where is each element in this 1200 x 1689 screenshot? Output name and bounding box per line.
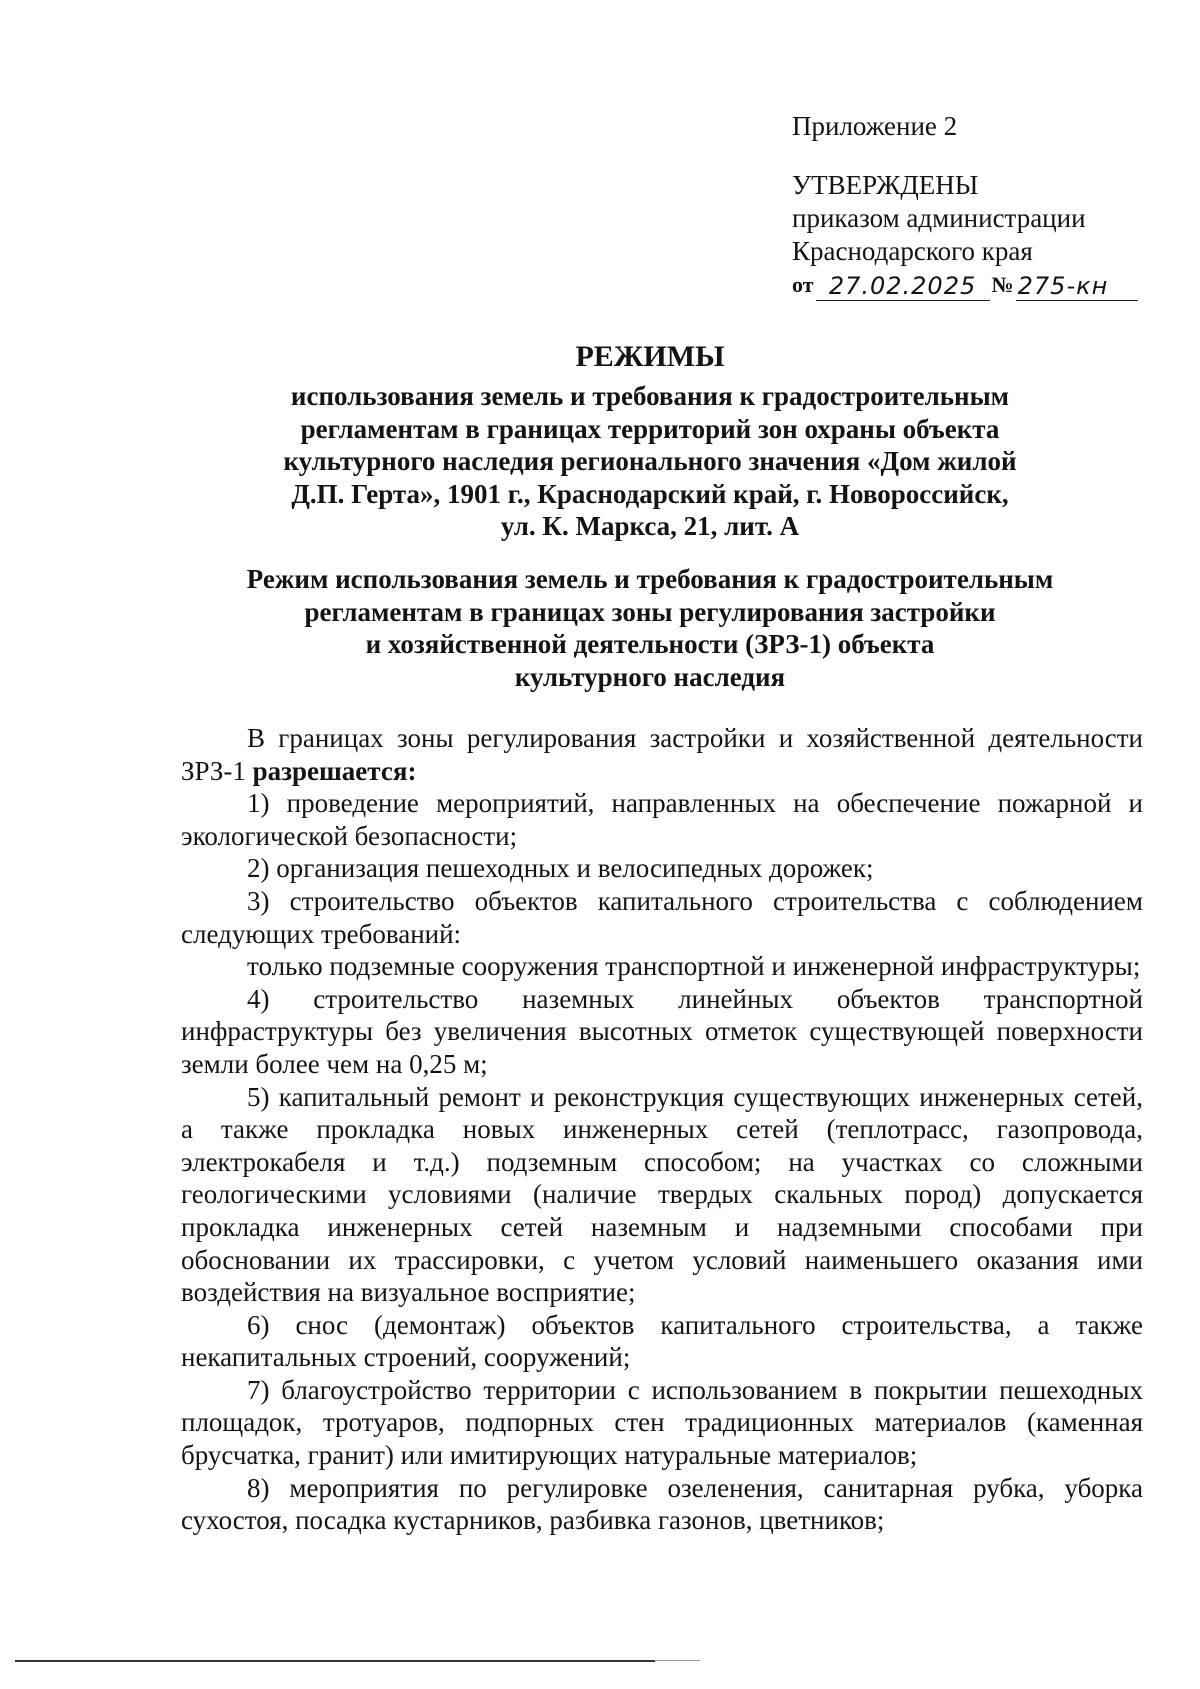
- approved-label: УТВЕРЖДЕНЫ: [792, 170, 979, 200]
- list-item: 4) строительство наземных линейных объектов транспортной инфраструктуры без увеличения высотных отметок существующей поверхности земли более чем на 0,25 м;: [181, 983, 1143, 1079]
- approval-line-1: приказом администрации: [792, 203, 1086, 233]
- appendix-label: Приложение 2: [792, 111, 958, 141]
- list-item: 8) мероприятия по регулировке озеленения, санитарная рубка, уборка сухостоя, посадка кустарников, разбивка газонов, цветников;: [181, 1472, 1143, 1536]
- document-subtitle: [150, 380, 1150, 543]
- list-item: 7) благоустройство территории с использованием в покрытии пешеходных площадок, тротуаров, подпорных стен традиционных материалов (каменная брусчатка, гранит) или имитирующих натуральные материалов;: [181, 1374, 1143, 1471]
- from-label: от: [792, 272, 814, 297]
- title-main: РЕЖИМЫ: [575, 340, 725, 373]
- section-heading: [150, 563, 1150, 693]
- number-label: №: [991, 272, 1014, 297]
- list-item: только подземные сооружения транспортной и инженерной инфраструктуры;: [247, 951, 1141, 982]
- intro-paragraph: [181, 722, 1143, 787]
- subtitle-line: регламентам в границах территорий зон охраны объекта: [300, 413, 1000, 444]
- subtitle-line: Д.П. Герта», 1901 г., Краснодарский край, г. Новороссийск,: [291, 478, 1009, 509]
- section-line: и хозяйственной деятельности (ЗРЗ-1) объекта: [365, 629, 935, 659]
- intro-text: В границах зоны регулирования застройки и хозяйственной деятельности ЗРЗ-1: [181, 723, 1143, 786]
- list-item: 6) снос (демонтаж) объектов капитального строительства, а также некапитальных строений, сооружений;: [181, 1309, 1143, 1373]
- document-title: [150, 338, 1150, 376]
- body-text: [181, 722, 1143, 1537]
- subtitle-line: ул. К. Маркса, 21, лит. А: [500, 511, 800, 541]
- section-line: регламентам в границах зоны регулирования застройки: [304, 596, 996, 627]
- section-line: Режим использования земель и требования к градостроительным: [246, 564, 1054, 594]
- subtitle-line: использования земель и требования к градостроительным: [290, 381, 1010, 411]
- order-date: 27.02.2025: [816, 272, 990, 301]
- order-number: 275-кн: [1016, 272, 1138, 301]
- footer-rule: [15, 1660, 655, 1662]
- section-line: культурного наследия: [514, 661, 786, 692]
- list-item: 5) капитальный ремонт и реконструкция существующих инженерных сетей, а также прокладка новых инженерных сетей (теплотрасс, газопровода, электрокабеля и т.д.) подземным способом; на участках со сложными геологическими условиями (наличие твердых скальных пород) допускается прокладка инженерных сетей наземным и надземными способами при обосновании их трассировки, с учетом условий наименьшего оказания ими воздействия на визуальное восприятие;: [181, 1081, 1143, 1308]
- subtitle-line: культурного наследия регионального значения «Дом жилой: [283, 446, 1017, 476]
- approval-line-2: Краснодарского края: [792, 236, 1033, 266]
- list-item: 3) строительство объектов капитального строительства с соблюдением следующих требований:: [181, 885, 1143, 949]
- intro-emphasis: разрешается:: [252, 755, 417, 786]
- list-item: 2) организация пешеходных и велосипедных дорожек;: [247, 853, 874, 884]
- list-item: 1) проведение мероприятий, направленных на обеспечение пожарной и экологической безопасности;: [181, 788, 1143, 851]
- approval-block: [792, 110, 1172, 301]
- order-reference: [792, 268, 1172, 301]
- footer-rule-faint: [655, 1660, 700, 1661]
